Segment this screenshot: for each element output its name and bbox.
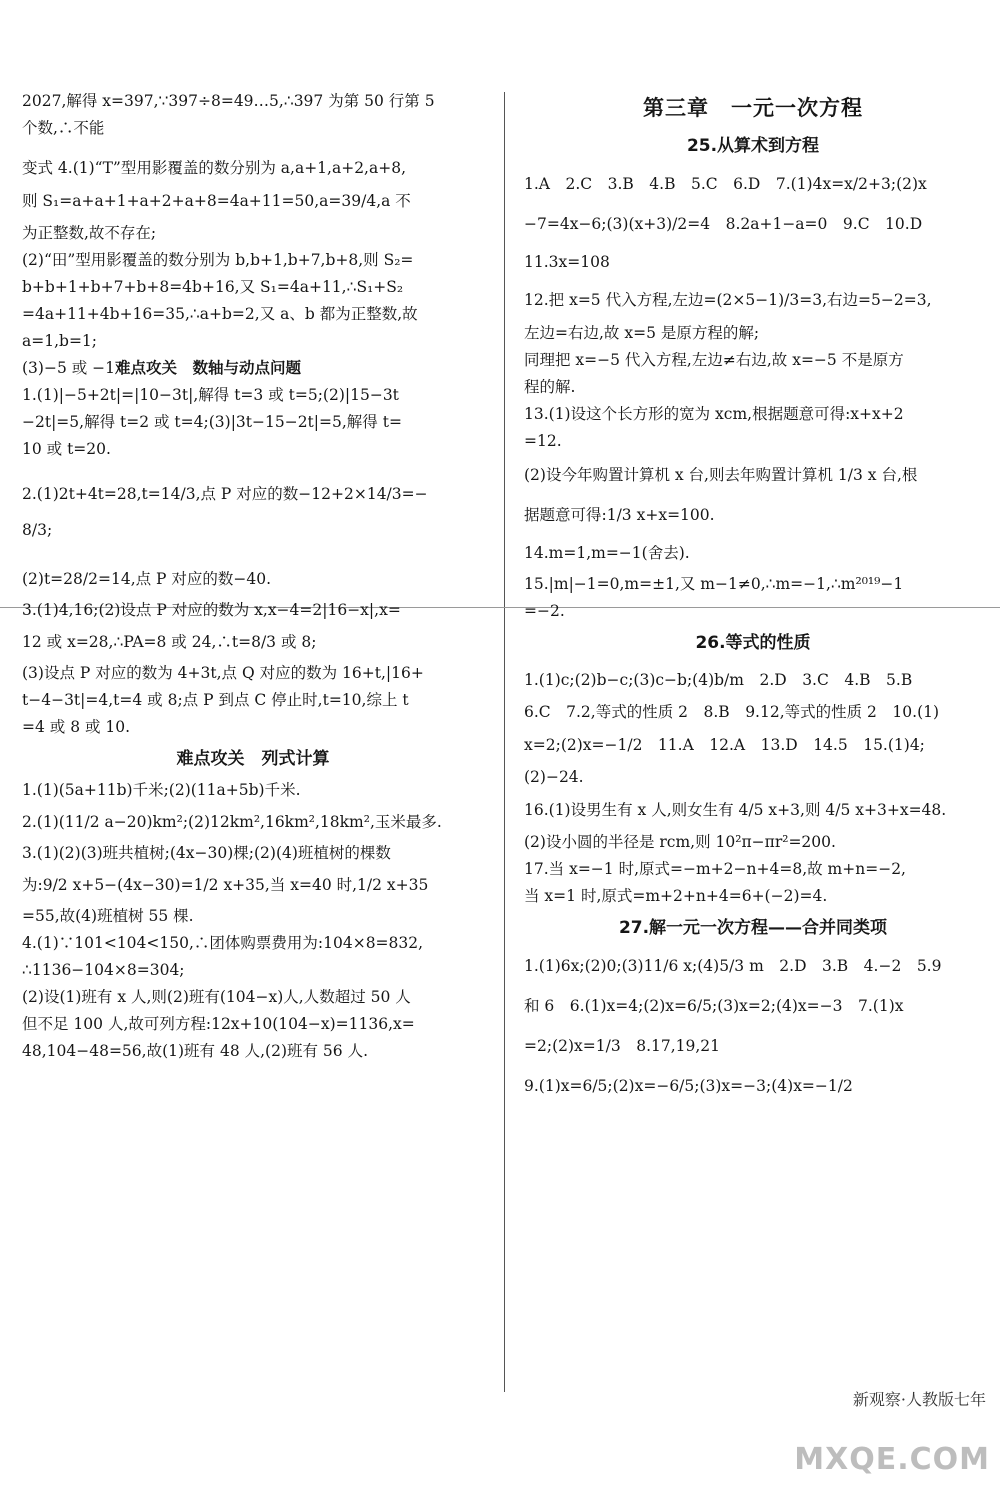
site-watermark: MXQE.COM	[794, 1442, 990, 1477]
section-heading-number-line: 难点攻关 数轴与动点问题	[115, 359, 302, 377]
text-line: 12 或 x=28,∴PA=8 或 24,∴t=8/3 或 8;	[22, 633, 317, 651]
text-line: 但不足 100 人,故可列方程:12x+10(104−x)=1136,x=	[22, 1015, 415, 1033]
section-heading-calc: 难点攻关 列式计算	[176, 749, 330, 769]
text-line: 程的解.	[524, 378, 576, 396]
text-line: (2)设小圆的半径是 rcm,则 10²π−πr²=200.	[524, 833, 836, 851]
text-line: a=1,b=1;	[22, 332, 98, 350]
text-line: 2.(1)(11/2 a−20)km²;(2)12km²,16km²,18km²,玉米最多.	[22, 813, 442, 831]
text-line: −7=4x−6;(3)(x+3)/2=4 8.2a+1−a=0 9.C 10.D	[524, 215, 923, 233]
text-line: 16.(1)设男生有 x 人,则女生有 4/5 x+3,则 4/5 x+3+x=48.	[524, 801, 947, 819]
text-line: x=2;(2)x=−1/2 11.A 12.A 13.D 14.5 15.(1)4;	[524, 736, 925, 754]
text-line: 左边=右边,故 x=5 是原方程的解;	[524, 324, 760, 342]
text-line: 为正整数,故不存在;	[22, 224, 157, 242]
text-line: (3)设点 P 对应的数为 4+3t,点 Q 对应的数为 16+t,|16+	[22, 664, 424, 682]
text-line: 和 6 6.(1)x=4;(2)x=6/5;(3)x=2;(4)x=−3 7.(1)x	[524, 997, 904, 1015]
left-column	[22, 88, 484, 1065]
right-column	[524, 88, 982, 1106]
answer-fragment: (3)−5 或 −1	[22, 359, 116, 377]
section-26-title: 26.等式的性质	[695, 633, 811, 653]
text-line: =4 或 8 或 10.	[22, 718, 131, 736]
text-line: 1.(1)c;(2)b−c;(3)c−b;(4)b/m 2.D 3.C 4.B 5.B	[524, 671, 913, 689]
text-line: =−2.	[524, 602, 565, 620]
text-line: (2)“田”型用影覆盖的数分别为 b,b+1,b+7,b+8,则 S₂=	[22, 251, 414, 269]
text-line: 2.(1)2t+4t=28,t=14/3,点 P 对应的数−12+2×14/3=−	[22, 485, 428, 503]
text-line: 1.(1)6x;(2)0;(3)11/6 x;(4)5/3 m 2.D 3.B 4.−2 5.9	[524, 957, 942, 975]
text-line: 17.当 x=−1 时,原式=−m+2−n+4=8,故 m+n=−2,	[524, 860, 906, 878]
text-line	[22, 355, 484, 382]
text-line: 11.3x=108	[524, 253, 610, 271]
text-line: (2)设今年购置计算机 x 台,则去年购置计算机 1/3 x 台,根	[524, 466, 918, 484]
text-line: =12.	[524, 432, 562, 450]
text-line: 12.把 x=5 代入方程,左边=(2×5−1)/3=3,右边=5−2=3,	[524, 291, 932, 309]
text-line: 8/3;	[22, 521, 53, 539]
section-25-title: 25.从算术到方程	[686, 136, 820, 156]
text-line: 3.(1)(2)(3)班共植树;(4x−30)棵;(2)(4)班植树的棵数	[22, 844, 391, 862]
spacer	[22, 548, 484, 561]
text-line: t−4−3t|=4,t=4 或 8;点 P 到点 C 停止时,t=10,综上 t	[22, 691, 409, 709]
text-line: 为:9/2 x+5−(4x−30)=1/2 x+35,当 x=40 时,1/2 x+35	[22, 876, 429, 894]
text-line: 48,104−48=56,故(1)班有 48 人,(2)班有 56 人.	[22, 1042, 369, 1060]
text-line: 1.A 2.C 3.B 4.B 5.C 6.D 7.(1)4x=x/2+3;(2)x	[524, 175, 927, 193]
column-divider	[504, 92, 505, 1392]
text-line: 13.(1)设这个长方形的宽为 xcm,根据题意可得:x+x+2	[524, 405, 904, 423]
text-line: 9.(1)x=6/5;(2)x=−6/5;(3)x=−3;(4)x=−1/2	[524, 1077, 853, 1095]
spacer	[22, 142, 484, 155]
text-line: 1.(1)(5a+11b)千米;(2)(11a+5b)千米.	[22, 781, 301, 799]
chapter-title: 第三章 一元一次方程	[643, 96, 863, 120]
text-line: (2)t=28/2=14,点 P 对应的数−40.	[22, 570, 272, 588]
text-line: 15.|m|−1=0,m=±1,又 m−1≠0,∴m=−1,∴m²⁰¹⁹−1	[524, 575, 904, 593]
text-line: 3.(1)4,16;(2)设点 P 对应的数为 x,x−4=2|16−x|,x=	[22, 601, 401, 619]
text-line: =2;(2)x=1/3 8.17,19,21	[524, 1037, 721, 1055]
text-line: (2)设(1)班有 x 人,则(2)班有(104−x)人,人数超过 50 人	[22, 988, 411, 1006]
text-line: ∴1136−104×8=304;	[22, 961, 185, 979]
text-line: 据题意可得:1/3 x+x=100.	[524, 506, 715, 524]
text-line: 10 或 t=20.	[22, 440, 111, 458]
text-line: b+b+1+b+7+b+8=4b+16,又 S₁=4a+11,∴S₁+S₂	[22, 278, 404, 296]
text-line: 1.(1)|−5+2t|=|10−3t|,解得 t=3 或 t=5;(2)|15−3t	[22, 386, 399, 404]
text-line: 当 x=1 时,原式=m+2+n+4=6+(−2)=4.	[524, 887, 828, 905]
text-line: =4a+11+4b+16=35,∴a+b=2,又 a、b 都为正整数,故	[22, 305, 418, 323]
spacer	[22, 463, 484, 476]
text-line: −2t|=5,解得 t=2 或 t=4;(3)|3t−15−2t|=5,解得 t=	[22, 413, 402, 431]
text-line: 4.(1)∵101<104<150,∴团体购票费用为:104×8=832,	[22, 934, 424, 952]
text-line: 同理把 x=−5 代入方程,左边≠右边,故 x=−5 不是原方	[524, 351, 904, 369]
section-27-title: 27.解一元一次方程——合并同类项	[618, 918, 888, 938]
book-series-note: 新观察·人教版七年	[852, 1390, 986, 1409]
text-line: =55,故(4)班植树 55 棵.	[22, 907, 194, 925]
text-line: 个数,∴不能	[22, 119, 105, 137]
text-line: (2)−24.	[524, 768, 584, 786]
text-line: 变式 4.(1)“T”型用影覆盖的数分别为 a,a+1,a+2,a+8,	[22, 159, 407, 177]
text-line: 2027,解得 x=397,∵397÷8=49…5,∴397 为第 50 行第 5	[22, 92, 435, 110]
text-line: 则 S₁=a+a+1+a+2+a+8=4a+11=50,a=39/4,a 不	[22, 192, 411, 210]
text-line: 6.C 7.2,等式的性质 2 8.B 9.12,等式的性质 2 10.(1)	[524, 703, 940, 721]
text-line: 14.m=1,m=−1(舍去).	[524, 544, 690, 562]
